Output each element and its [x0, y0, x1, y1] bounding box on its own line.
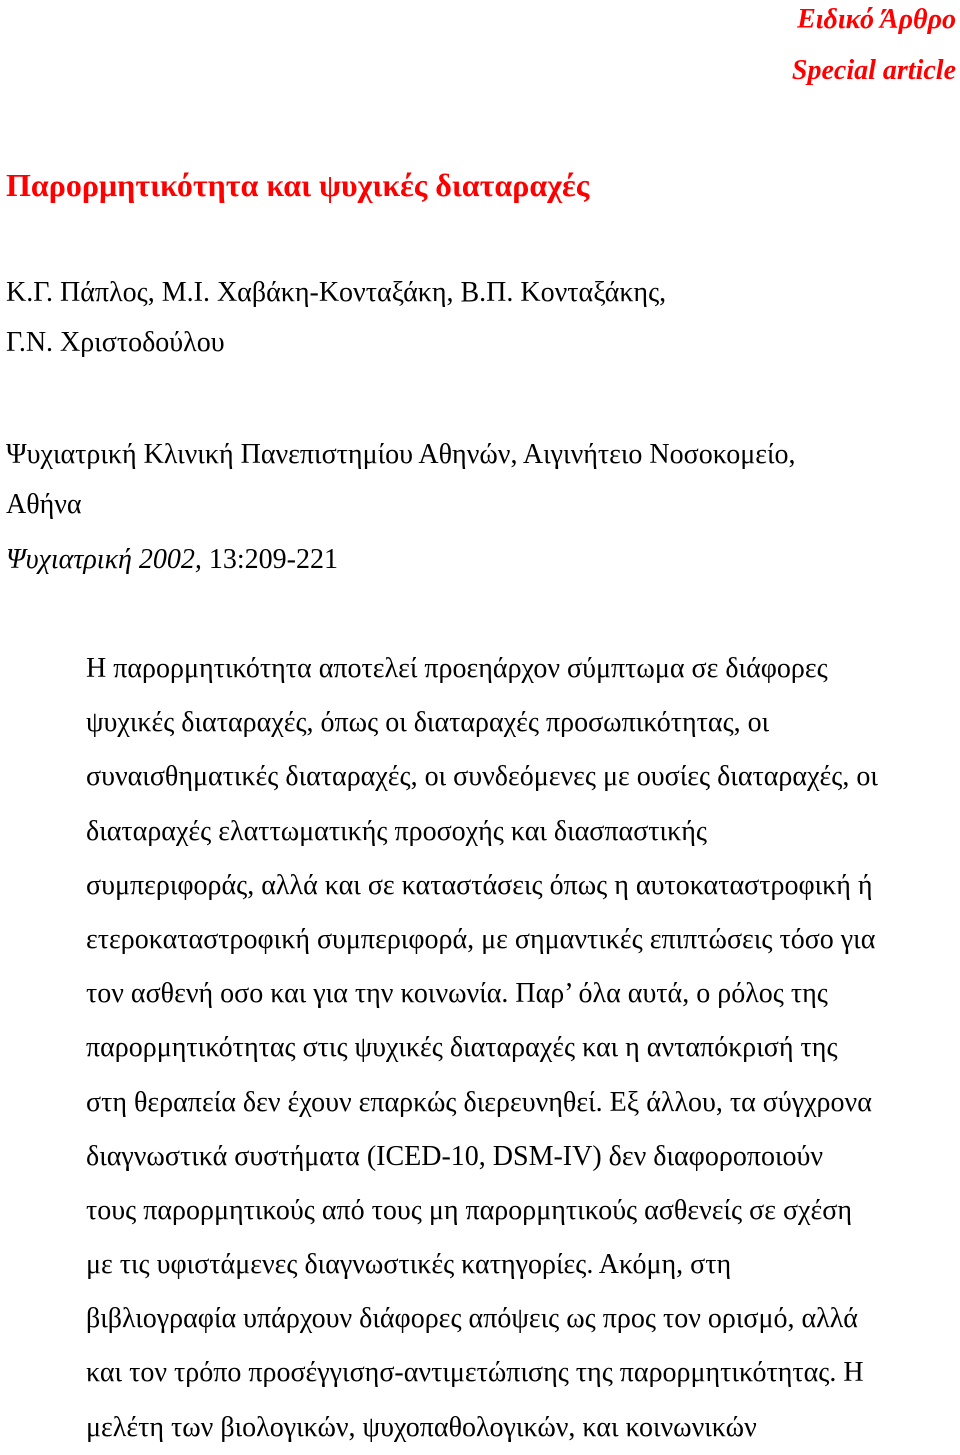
abstract-line: διαγνωστικά συστήματα (ICED-10, DSM-IV) δεν διαφοροποιούν — [86, 1140, 824, 1172]
abstract-line: με τις υφιστάμενες διαγνωστικές κατηγορίες. Ακόμη, στη — [86, 1249, 732, 1281]
abstract-line: συναισθηματικές διαταραχές, οι συνδεόμενες με ουσίες διαταραχές, οι — [86, 761, 878, 793]
abstract-line: Η παρορμητικότητα αποτελεί προεηάρχον σύμπτωμα σε διάφορες — [86, 653, 828, 684]
journal-reference: 13:209-221 — [201, 544, 339, 575]
journal-citation — [6, 540, 338, 580]
abstract-line: ετεροκαταστροφική συμπεριφορά, με σημαντικές επιπτώσεις τόσο για — [86, 923, 876, 955]
affiliation-line-1: Ψυχιατρική Κλινική Πανεπιστημίου Αθηνών, Αιγινήτειο Νοσοκομείο, — [6, 439, 796, 470]
section-label-greek: Ειδικό Άρθρο — [797, 4, 956, 35]
authors-block — [6, 268, 946, 368]
abstract-line: στη θεραπεία δεν έχουν επαρκώς διερευνηθεί. Εξ άλλου, τα σύγχρονα — [86, 1086, 872, 1118]
journal-name: Ψυχιατρική 2002, — [6, 544, 202, 575]
abstract-line: μελέτη των βιολογικών, ψυχοπαθολογικών, και κοινωνικών — [86, 1411, 757, 1443]
authors-line-1: Κ.Γ. Πάπλος, Μ.Ι. Χαβάκη-Κονταξάκη, Β.Π. Κονταξάκης, — [6, 277, 667, 308]
abstract-line: παρορμητικότητας στις ψυχικές διαταραχές και η ανταπόκρισή της — [86, 1032, 838, 1064]
article-title: Παρορμητικότητα και ψυχικές διαταραχές — [6, 167, 590, 203]
abstract-line: διαταραχές ελαττωματικής προσοχής και διασπαστικής — [86, 815, 707, 847]
abstract-line: τους παρορμητικούς από τους μη παρορμητικούς ασθενείς σε σχέση — [86, 1194, 852, 1226]
abstract-paragraph — [86, 642, 956, 1455]
authors-line-2: Γ.Ν. Χριστοδούλου — [6, 327, 225, 358]
abstract-line: και τον τρόπο προσέγγισησ-αντιμετώπισης της παρορμητικότητας. Η — [86, 1357, 864, 1389]
affiliation-line-2: Αθήνα — [6, 489, 82, 520]
abstract-line: τον ασθενή οσο και για την κοινωνία. Παρ’ όλα αυτά, ο ρόλος της — [86, 978, 828, 1010]
abstract-line: ψυχικές διαταραχές, όπως οι διαταραχές προσωπικότητας, οι — [86, 707, 770, 739]
abstract-line: συμπεριφοράς, αλλά και σε καταστάσεις όπως η αυτοκαταστροφική ή — [86, 869, 873, 901]
affiliation-block — [6, 430, 946, 530]
section-label-english: Special article — [791, 55, 956, 86]
abstract-line: βιβλιογραφία υπάρχουν διάφορες απόψεις ως προς τον ορισμό, αλλά — [86, 1303, 858, 1335]
